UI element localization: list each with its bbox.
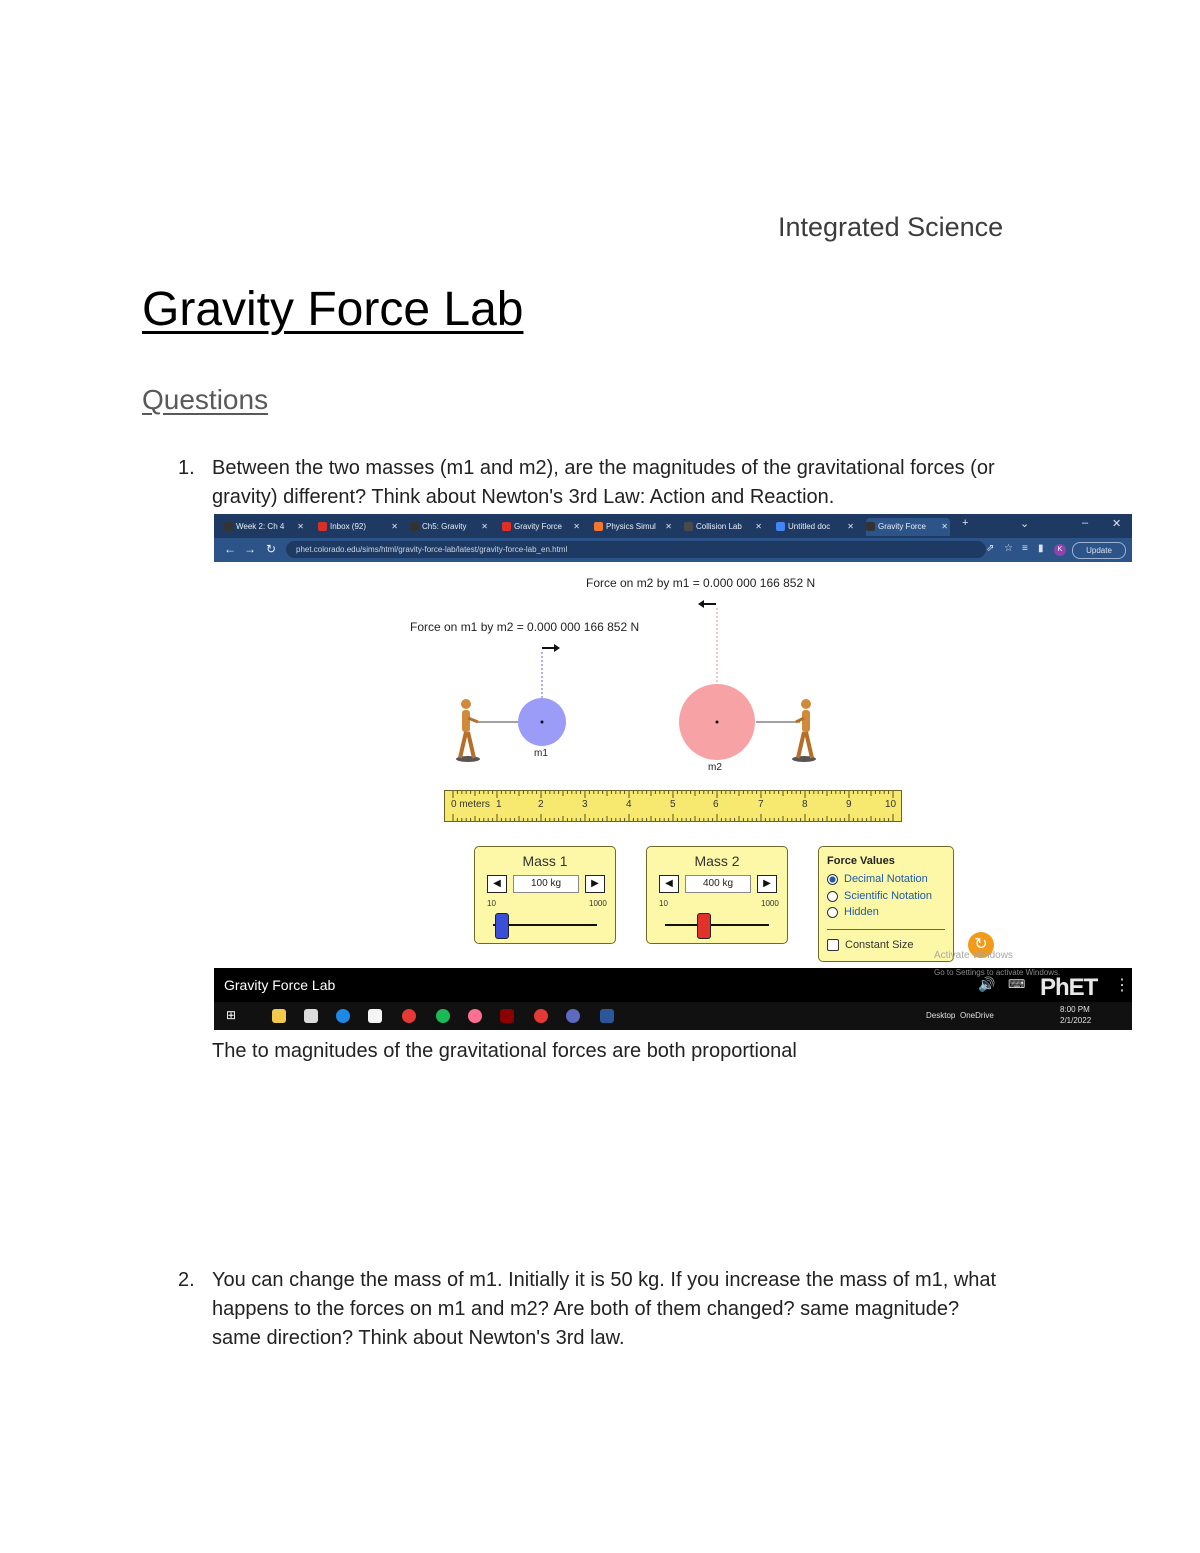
decimal-notation-radio[interactable] (827, 873, 928, 885)
close-icon[interactable]: ✕ (941, 522, 948, 531)
tab-label: Untitled doc (788, 522, 831, 531)
simulation-canvas (214, 562, 1132, 968)
url-field[interactable]: phet.colorado.edu/sims/html/gravity-force-lab/latest/gravity-force-lab_en.html (286, 541, 986, 558)
divider (827, 929, 945, 930)
constant-size-checkbox[interactable] (827, 939, 913, 951)
m1-label: m1 (534, 748, 548, 759)
close-icon[interactable]: ✕ (665, 522, 672, 531)
radio-selected-icon[interactable] (827, 874, 838, 885)
mass1-min: 10 (487, 899, 496, 908)
simulation-title: Gravity Force Lab (224, 977, 336, 993)
tab-label: Gravity Force (878, 522, 927, 531)
ruler-label: 9 (846, 799, 852, 810)
update-button[interactable]: Update (1072, 542, 1126, 559)
mass2-panel (646, 846, 788, 944)
ruler-label: 1 (496, 799, 502, 810)
simulation-scene (214, 562, 1132, 792)
force-on-m2-label: Force on m2 by m1 = 0.000 000 166 852 N (586, 576, 816, 590)
m2-label: m2 (708, 762, 722, 773)
ruler-label: 5 (670, 799, 676, 810)
question-text-line: Between the two masses (m1 and m2), are the magnitudes of the gravitational forces (or (212, 457, 995, 479)
section-heading: Questions (142, 384, 269, 415)
file-explorer-icon[interactable] (272, 1009, 286, 1023)
question-text-line: happens to the forces on m1 and m2? Are both of them changed? same magnitude? (212, 1298, 960, 1320)
mass2-slider-thumb[interactable] (697, 913, 711, 939)
address-bar-row (214, 538, 1132, 562)
ruler-label: 10 (885, 799, 897, 810)
browser-tab[interactable] (594, 518, 674, 536)
mass2-min: 10 (659, 899, 668, 908)
back-icon[interactable]: ← (224, 542, 236, 556)
app-icon[interactable] (468, 1009, 482, 1023)
mass2-max: 1000 (761, 899, 779, 908)
tab-label: Inbox (92) (330, 522, 367, 531)
browser-tab[interactable] (502, 518, 582, 536)
puller-right[interactable] (792, 699, 816, 762)
ruler-label: 3 (582, 799, 588, 810)
option-label: Constant Size (845, 939, 914, 951)
close-window-icon[interactable]: ✕ (1112, 518, 1122, 530)
mass2-increase-button[interactable]: ▶ (757, 875, 777, 893)
tab-label: Ch5: Gravity (422, 522, 467, 531)
ruler-label: 8 (802, 799, 808, 810)
simulation-navbar (214, 968, 1132, 1002)
puller-left[interactable] (456, 699, 480, 762)
sidebar-icon[interactable]: ▮ (1038, 543, 1044, 554)
bookmark-star-icon[interactable]: ☆ (1004, 543, 1013, 554)
option-label: Scientific Notation (844, 890, 933, 902)
browser-tab-active[interactable] (866, 518, 950, 536)
tab-label: Collision Lab (696, 522, 742, 531)
store-icon[interactable] (368, 1009, 382, 1023)
onedrive-label[interactable]: OneDrive (960, 1011, 994, 1020)
spotify-icon[interactable] (436, 1009, 450, 1023)
mass1-panel (474, 846, 616, 944)
mail-icon[interactable] (304, 1009, 318, 1023)
keyboard-icon[interactable]: ⌨ (1008, 977, 1026, 991)
close-icon[interactable]: ✕ (847, 522, 854, 531)
profile-avatar[interactable]: K (1054, 544, 1066, 556)
clock-date[interactable]: 2/1/2022 (1060, 1016, 1092, 1025)
mass1-value[interactable]: 100 kg (513, 875, 579, 893)
activate-windows-hint: Go to Settings to activate Windows. (934, 968, 1061, 977)
sound-icon[interactable]: 🔊 (978, 976, 996, 992)
forward-icon[interactable]: → (244, 542, 256, 556)
desktop-label[interactable]: Desktop (926, 1011, 956, 1020)
activate-windows-text: Activate Windows (934, 950, 1013, 961)
browser-tab[interactable] (318, 518, 400, 536)
browser-tab[interactable] (224, 518, 306, 536)
phet-logo[interactable]: PhET (1040, 974, 1098, 1001)
app-icon[interactable] (566, 1009, 580, 1023)
mass1-slider-thumb[interactable] (495, 913, 509, 939)
tab-label: Week 2: Ch 4 (236, 522, 285, 531)
mass1-decrease-button[interactable]: ◀ (487, 875, 507, 893)
menu-icon[interactable]: ⋮ (1114, 977, 1130, 994)
option-label: Hidden (844, 906, 879, 918)
answer-1: The to magnitudes of the gravitational forces are both proportional (212, 1040, 797, 1062)
new-tab-icon[interactable]: + (962, 517, 969, 529)
radio-icon[interactable] (827, 907, 838, 918)
windows-start-icon[interactable]: ⊞ (226, 1008, 237, 1022)
browser-tab[interactable] (776, 518, 856, 536)
ruler-label: 7 (758, 799, 764, 810)
question-text-line: You can change the mass of m1. Initially it is 50 kg. If you increase the mass of m1, what (212, 1269, 997, 1291)
ruler-label: 0 meters (451, 799, 490, 810)
force-values-panel (818, 846, 954, 962)
mass2-title: Mass 2 (694, 853, 740, 869)
mass1-increase-button[interactable]: ▶ (585, 875, 605, 893)
word-icon[interactable] (600, 1009, 614, 1023)
force-on-m1-label: Force on m1 by m2 = 0.000 000 166 852 N (410, 620, 640, 634)
reload-icon[interactable]: ↻ (266, 542, 277, 556)
share-icon[interactable]: ⇗ (986, 543, 995, 554)
mass2-decrease-button[interactable]: ◀ (659, 875, 679, 893)
mass1-title: Mass 1 (522, 853, 568, 869)
app-icon[interactable] (500, 1009, 514, 1023)
tab-label: Gravity Force (514, 522, 563, 531)
ruler-label: 4 (626, 799, 632, 810)
ruler-label: 6 (713, 799, 719, 810)
close-icon[interactable]: ✕ (391, 522, 398, 531)
browser-tab[interactable] (410, 518, 490, 536)
minimize-icon[interactable]: – (1082, 517, 1089, 529)
edge-icon[interactable] (336, 1009, 350, 1023)
question-number: 1. (178, 457, 195, 479)
course-name: Integrated Science (778, 212, 1004, 242)
mass2-value[interactable]: 400 kg (685, 875, 751, 893)
chrome-icon[interactable] (402, 1009, 416, 1023)
ruler-label: 2 (538, 799, 544, 810)
clock-time[interactable]: 8:00 PM (1060, 1005, 1090, 1014)
browser-tab[interactable] (684, 518, 764, 536)
mass2-slider-track[interactable] (665, 924, 769, 926)
simulation-screenshot (214, 514, 1132, 1030)
close-icon[interactable]: ✕ (755, 522, 762, 531)
question-number: 2. (178, 1269, 195, 1291)
reset-icon[interactable]: ↻ (968, 932, 994, 958)
question-text-line: gravity) different? Think about Newton's 3rd Law: Action and Reaction. (212, 486, 835, 508)
radio-icon[interactable] (827, 891, 838, 902)
document-title: Gravity Force Lab (142, 283, 524, 336)
checkbox-icon[interactable] (827, 939, 839, 951)
browser-tab-bar (214, 514, 1132, 538)
question-text-line: same direction? Think about Newton's 3rd law. (212, 1327, 625, 1349)
scientific-notation-radio[interactable] (827, 890, 932, 902)
force-values-title: Force Values (827, 855, 895, 867)
hidden-radio[interactable] (827, 906, 879, 918)
close-icon[interactable]: ✕ (481, 522, 488, 531)
ruler[interactable] (444, 790, 902, 822)
option-label: Decimal Notation (844, 873, 928, 885)
windows-taskbar (214, 1002, 1132, 1030)
chrome-icon[interactable] (534, 1009, 548, 1023)
tab-label: Physics Simul (606, 522, 656, 531)
close-icon[interactable]: ✕ (573, 522, 580, 531)
mass1-max: 1000 (589, 899, 607, 908)
chevron-down-icon[interactable]: ⌄ (1020, 518, 1030, 530)
close-icon[interactable]: ✕ (297, 522, 304, 531)
reading-list-icon[interactable]: ≡ (1022, 543, 1028, 554)
